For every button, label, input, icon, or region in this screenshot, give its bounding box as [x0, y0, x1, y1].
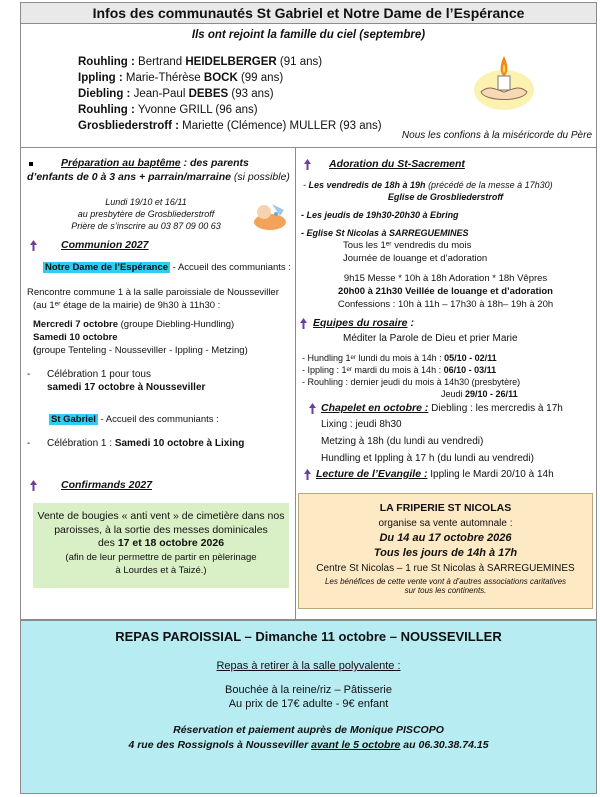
candle-sale-box: [33, 503, 289, 588]
friperie-note: Les bénéfices de cette vente vont à d’autres associations caritatives: [324, 577, 567, 586]
death-entry: Diebling : Jean-Paul DEBES (93 ans): [78, 88, 274, 100]
repas-retirer: Repas à retirer à la salle polyvalente :: [216, 660, 401, 672]
adoration-title: Adoration du St-Sacrement: [329, 158, 465, 170]
chapelet-hundling: Hundling et Ippling à 17 h (du lundi au vendredi): [321, 453, 534, 464]
rosaire-subtitle: Méditer la Parole de Dieu et prier Marie: [343, 333, 518, 344]
candle-sale-note: à Lourdes et à Taizé.): [115, 565, 207, 576]
communion-title: Communion 2027: [61, 239, 149, 251]
adoration-friday: - Les vendredis de 18h à 19h (précédé de la messe à 17h30): [303, 180, 553, 190]
square-bullet-icon: [29, 162, 33, 166]
rosaire-hundling: - Hundling 1ᵉʳ lundi du mois à 14h : 05/10 - 02/11: [302, 353, 497, 363]
death-entry: Rouhling : Bertrand HEIDELBERGER (91 ans): [78, 56, 323, 68]
arrow-bullet-icon: [303, 469, 312, 480]
chapelet-metzing: Metzing à 18h (du lundi au vendredi): [321, 436, 484, 447]
arrow-bullet-icon: [299, 318, 308, 329]
deaths-subtitle: Ils ont rejoint la famille du ciel (septembre): [191, 29, 426, 41]
candle-icon: [469, 44, 539, 114]
candle-sale-line: Vente de bougies « anti vent » de cimetière dans nos: [37, 510, 285, 522]
repas-section: [20, 620, 597, 794]
chapelet-lixing: Lixing : jeudi 8h30: [321, 419, 402, 430]
baptism-icon: [250, 200, 288, 232]
bapteme-line1: Préparation au baptême : des parents: [61, 157, 249, 169]
repas-title: REPAS PAROISSIAL – Dimanche 11 octobre – NOUSSEVILLER: [115, 629, 502, 644]
death-entry: Ippling : Marie-Thérèse BOCK (99 ans): [78, 72, 284, 84]
adoration-schedule: 9h15 Messe * 10h à 18h Adoration * 18h Vêpres: [343, 273, 548, 284]
friperie-dates: Du 14 au 17 octobre 2026: [379, 532, 512, 544]
mercredi-line: Mercredi 7 octobre (groupe Diebling-Hundling): [33, 319, 235, 330]
adoration-stnicolas: - Eglise St Nicolas à SARREGUEMINES: [301, 228, 469, 238]
confirmands-title: Confirmands 2027: [61, 479, 153, 491]
repas-adresse: 4 rue des Rossignols à Nousseviller avant le 5 octobre au 06.30.38.74.15: [128, 739, 489, 751]
candle-sale-note: (afin de leur permettre de partir en pèlerinage: [65, 551, 257, 563]
arrow-bullet-icon: [29, 240, 38, 251]
arrow-bullet-icon: [308, 403, 317, 414]
lecture-line: Lecture de l’Evangile : Ippling le Mardi 20/10 à 14h: [316, 468, 554, 480]
death-entry: Rouhling : Yvonne GRILL (96 ans): [78, 104, 258, 116]
deaths-list: [78, 54, 382, 134]
top-note: Nous les confions à la miséricorde du Père: [401, 130, 592, 141]
arrow-bullet-icon: [29, 480, 38, 491]
celebration1-line1: Célébration 1 pour tous: [47, 369, 151, 380]
candle-sale-dates: des 17 et 18 octobre 2026: [97, 537, 225, 549]
adoration-vigil: 20h00 à 21h30 Veillée de louange et d’adoration: [338, 286, 553, 297]
celebration2-line: Célébration 1 : Samedi 10 octobre à Lixing: [47, 438, 245, 449]
adoration-line: Tous les 1ᵉʳ vendredis du mois: [343, 240, 472, 251]
rosaire-rouhling-dates: Jeudi 29/10 - 26/11: [441, 389, 518, 399]
arrow-bullet-icon: [303, 159, 312, 170]
repas-reservation: Réservation et paiement auprès de Monique PISCOPO: [173, 724, 444, 736]
friperie-place: Centre St Nicolas – 1 rue St Nicolas à SARREGUEMINES: [316, 563, 575, 574]
friperie-box: [298, 493, 593, 609]
friperie-subtitle: organise sa vente automnale :: [378, 518, 513, 529]
groupe-line: (groupe Tenteling - Nousseviller - Ippling - Metzing): [33, 345, 248, 356]
rosaire-ippling: - Ippling : 1ᵉʳ mardi du mois à 14h : 06/10 - 03/11: [302, 365, 497, 375]
adoration-line: Journée de louange et d’adoration: [343, 253, 488, 264]
rosaire-title: Equipes du rosaire :: [313, 317, 414, 329]
death-entry: Grosbliederstroff : Mariette (Clémence) MULLER (93 ans): [78, 120, 382, 132]
sg-accueil: St Gabriel - Accueil des communiants :: [51, 414, 219, 425]
activities-section: [20, 148, 597, 620]
friperie-title: LA FRIPERIE ST NICOLAS: [379, 502, 512, 514]
rencontre-line2: (au 1ᵉʳ étage de la mairie) de 9h30 à 11h30 :: [33, 300, 221, 311]
celebration1-line2: samedi 17 octobre à Nousseviller: [47, 382, 206, 393]
deaths-section: [20, 24, 597, 148]
bapteme-date: Lundi 19/10 et 16/11: [105, 197, 187, 207]
rencontre-line1: Rencontre commune 1 à la salle paroissiale de Nousseviller: [27, 287, 279, 298]
chapelet-line: Chapelet en octobre : Diebling : les mercredis à 17h: [321, 402, 563, 414]
repas-prix: Au prix de 17€ adulte - 9€ enfant: [228, 698, 389, 710]
friperie-hours: Tous les jours de 14h à 17h: [373, 547, 518, 559]
samedi-line: Samedi 10 octobre: [33, 332, 118, 343]
adoration-friday-place: Eglise de Grosbliederstroff: [387, 192, 504, 202]
bapteme-phone: Prière de s’inscrire au 03 87 09 00 63: [71, 221, 221, 231]
adoration-confessions: Confessions : 10h à 11h – 17h30 à 18h– 19h à 20h: [337, 299, 554, 310]
friperie-note: sur tous les continents.: [404, 586, 487, 595]
celebration2-dash: -: [27, 438, 31, 449]
bapteme-place: au presbytère de Grosbliederstroff: [77, 209, 215, 219]
page-title: Infos des communautés St Gabriel et Notre Dame de l’Espérance: [20, 2, 597, 24]
candle-sale-line: paroisses, à la sortie des messes dominicales: [54, 523, 268, 536]
nd-accueil: Notre Dame de l’Espérance - Accueil des communiants :: [45, 262, 291, 273]
repas-menu: Bouchée à la reine/riz – Pâtisserie: [225, 684, 392, 696]
adoration-thursday: - Les jeudis de 19h30-20h30 à Ebring: [301, 210, 459, 220]
rosaire-rouhling: - Rouhling : dernier jeudi du mois à 14h30 (presbytère): [302, 377, 521, 387]
bapteme-line2: d’enfants de 0 à 3 ans + parrain/marraine (si possible): [27, 171, 290, 183]
celebration-dash: -: [27, 369, 31, 380]
column-divider: [295, 148, 296, 620]
